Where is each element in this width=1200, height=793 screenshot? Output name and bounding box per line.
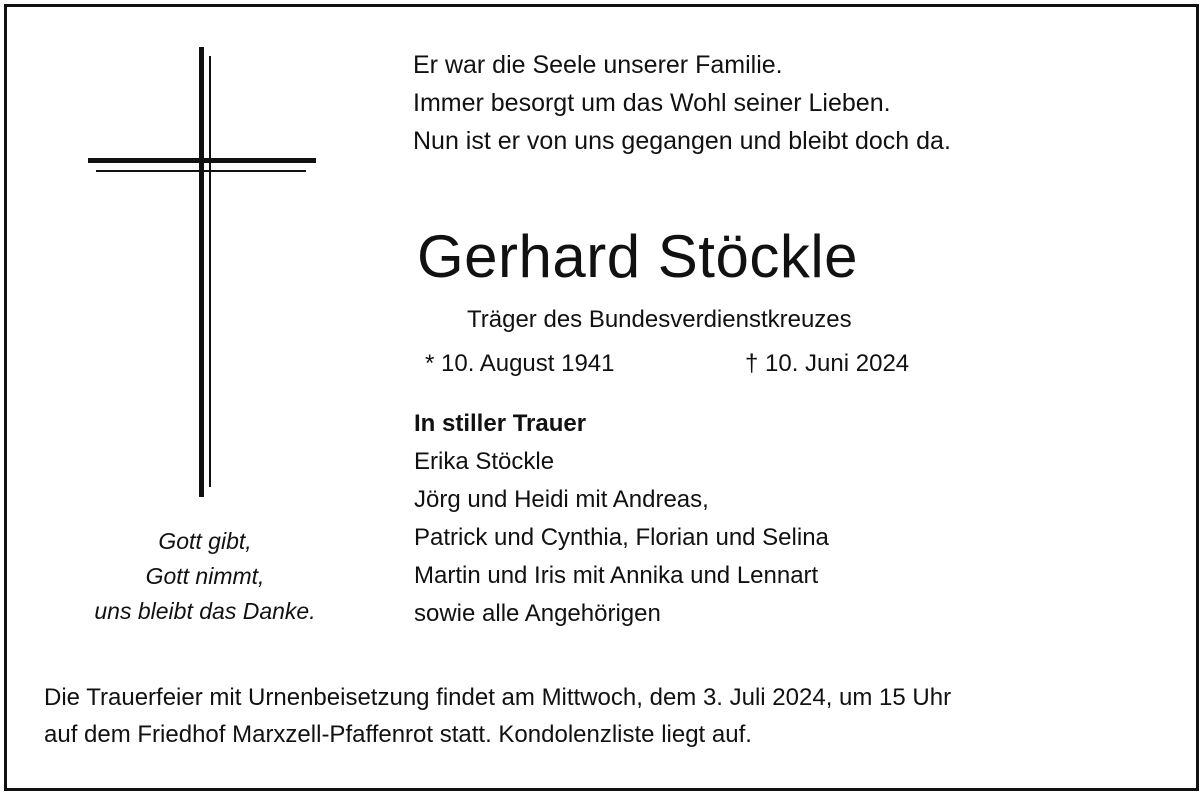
mourners-list (414, 405, 829, 633)
mourner-line: Patrick und Cynthia, Florian und Selina (414, 524, 829, 551)
verse-line: Immer besorgt um das Wohl seiner Lieben. (413, 89, 891, 117)
mourner-line: Erika Stöckle (414, 448, 555, 475)
service-line: Die Trauerfeier mit Urnenbeisetzung findet am Mittwoch, dem 3. Juli 2024, um 15 Uhr (44, 684, 952, 711)
motto-line: Gott gibt, (158, 528, 252, 554)
motto (60, 524, 350, 629)
mourner-line: sowie alle Angehörigen (414, 600, 661, 627)
funeral-service-info (44, 679, 1184, 753)
verse-line: Er war die Seele unserer Familie. (413, 51, 783, 79)
honor-title: Träger des Bundesverdienstkreuzes (467, 306, 852, 333)
verse-line: Nun ist er von uns gegangen und bleibt doch da. (413, 127, 951, 155)
mourner-line: Martin und Iris mit Annika und Lennart (414, 562, 819, 589)
service-line: auf dem Friedhof Marxzell-Pfaffenrot statt. Kondolenzliste liegt auf. (44, 721, 752, 748)
cross-icon (0, 0, 400, 520)
mourner-line: Jörg und Heidi mit Andreas, (414, 486, 709, 513)
motto-line: Gott nimmt, (145, 563, 265, 589)
mourning-heading: In stiller Trauer (414, 410, 587, 437)
birth-date: * 10. August 1941 (425, 350, 615, 377)
death-date: † 10. Juni 2024 (745, 350, 910, 377)
deceased-name: Gerhard Stöckle (417, 223, 859, 290)
motto-line: uns bleibt das Danke. (94, 598, 316, 624)
memorial-verse (413, 46, 951, 160)
